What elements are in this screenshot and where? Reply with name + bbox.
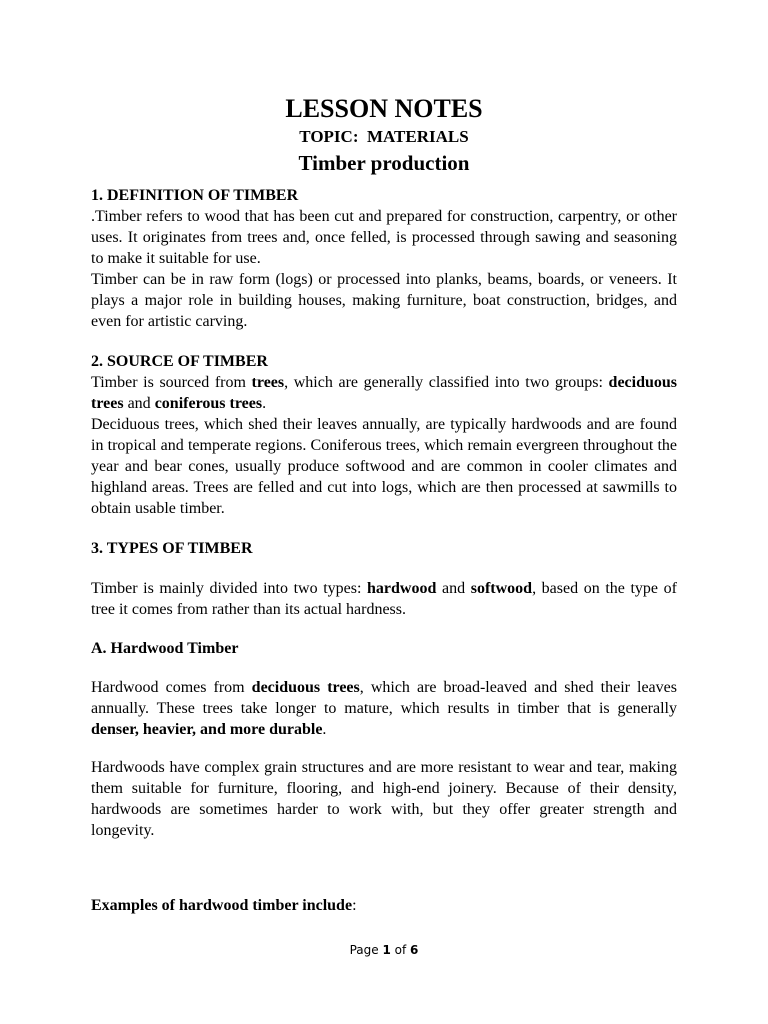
section-heading-definition: 1. DEFINITION OF TIMBER [91, 187, 299, 204]
definition-paragraph-1: .Timber refers to wood that has been cut and prepared for construction, carpentry, or other uses. It originates from trees and, once felled, is processed through sawing and seasoning to make it suitable for use. [91, 208, 677, 267]
hardwood-text-1: Hardwood comes from [91, 679, 252, 696]
types-text-1: Timber is mainly divided into two types: [91, 580, 368, 597]
source-term-coniferous: coniferous trees [154, 395, 263, 412]
document-title: LESSON NOTES [285, 94, 483, 123]
hardwood-paragraph-1 [91, 677, 677, 740]
hardwood-term-properties: denser, heavier, and more durable [91, 721, 323, 738]
source-text-4: . [262, 395, 267, 412]
footer-page-word: Page [349, 943, 383, 957]
source-text-2: , which are generally classified into two groups: [284, 374, 609, 391]
subsection-heading-hardwood: A. Hardwood Timber [91, 640, 239, 657]
hardwood-examples-intro [91, 895, 677, 916]
hardwood-text-2: , which are broad-leaved and shed their leaves annually. These trees take longer to mature, which results in timber that is generally [91, 679, 677, 717]
source-term-trees: trees [251, 374, 285, 391]
source-paragraph-1 [91, 372, 677, 414]
types-text-3: , based on the type of tree it comes from rather than its actual hardness. [91, 580, 677, 618]
section-heading-source: 2. SOURCE OF TIMBER [91, 353, 268, 370]
page-content [91, 92, 677, 916]
title-block [91, 92, 677, 178]
hardwood-term-deciduous: deciduous trees [251, 679, 360, 696]
hardwood-text-3: . [322, 721, 327, 738]
footer-of-word: of [390, 943, 411, 957]
types-text-2: and [436, 580, 471, 597]
source-text-1: Timber is sourced from [91, 374, 252, 391]
section-heading-types: 3. TYPES OF TIMBER [91, 540, 253, 557]
hardwood-examples-colon: : [352, 897, 357, 914]
hardwood-examples-label: Examples of hardwood timber include [91, 897, 353, 914]
document-topic: TOPIC: MATERIALS [299, 127, 469, 146]
hardwood-paragraph-2: Hardwoods have complex grain structures and are more resistant to wear and tear, making them suitable for furniture, flooring, and high-end joinery. Because of their density, hardwoods are sometimes harder to work with, but they offer greater strength and longevity. [91, 759, 677, 839]
page-footer [0, 942, 768, 958]
types-paragraph-1 [91, 578, 677, 620]
types-term-hardwood: hardwood [367, 580, 437, 597]
definition-paragraph-2: Timber can be in raw form (logs) or processed into planks, beams, boards, or veneers. It plays a major role in building houses, making furniture, boat construction, bridges, and even for artistic carving. [91, 271, 677, 330]
source-text-3: and [123, 395, 155, 412]
footer-total-pages: 6 [410, 943, 419, 957]
source-term-deciduous: deciduous trees [91, 374, 678, 412]
types-term-softwood: softwood [470, 580, 533, 597]
document-subtitle: Timber production [298, 151, 470, 175]
footer-current-page: 1 [382, 943, 391, 957]
source-paragraph-2: Deciduous trees, which shed their leaves annually, are typically hardwoods and are found in tropical and temperate regions. Coniferous trees, which remain evergreen throughout the year and bear cones, usually produce softwood and are common in cooler climates and highland areas. Trees are felled and cut into logs, which are then processed at sawmills to obtain usable timber. [91, 416, 677, 517]
